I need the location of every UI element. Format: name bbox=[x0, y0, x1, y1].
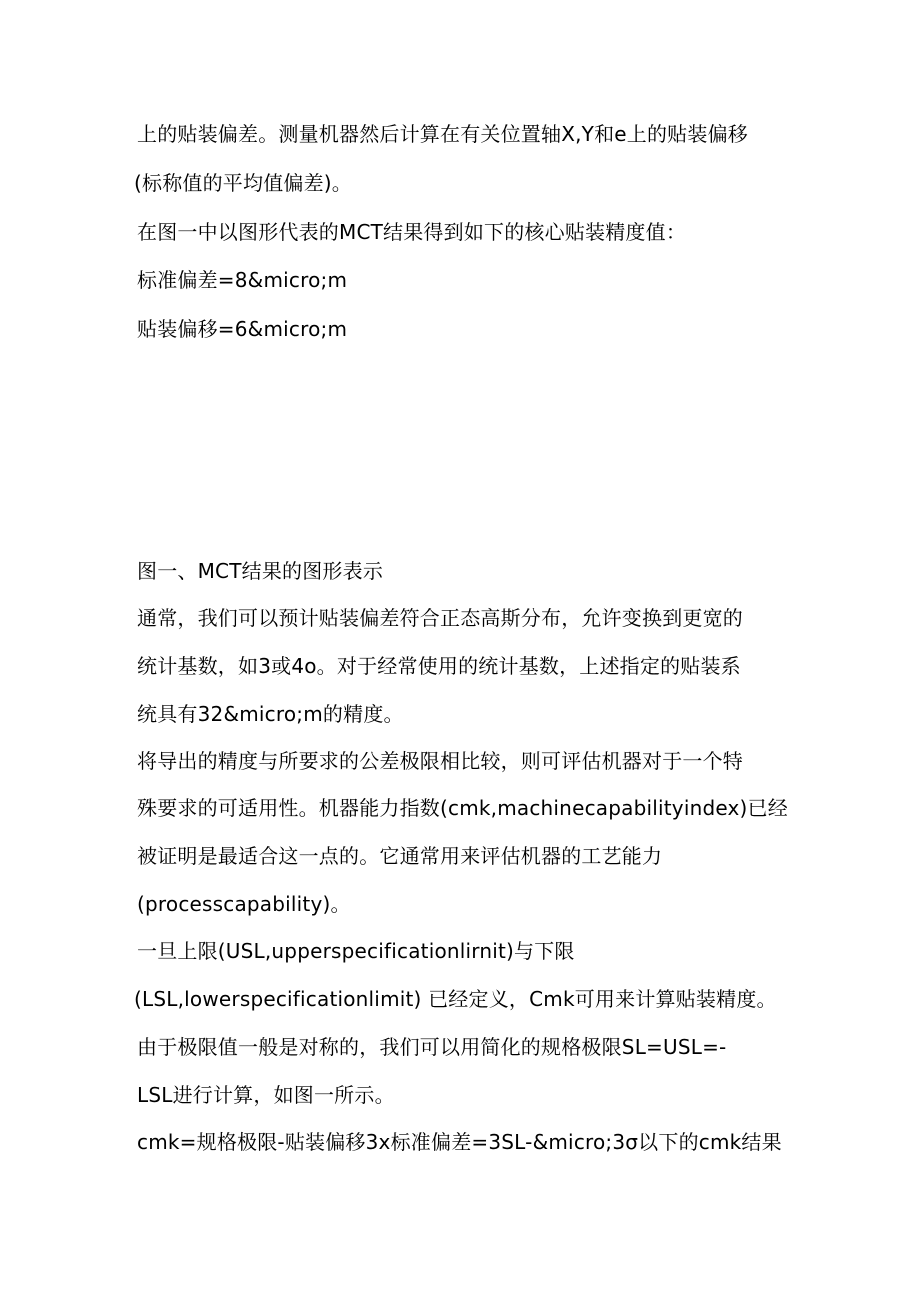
text-line: 在图一中以图形代表的MCT结果得到如下的核心贴装精度值： bbox=[137, 220, 687, 244]
text-line: 统具有32&micro;m的精度。 bbox=[137, 702, 404, 726]
text-line: 由于极限值一般是对称的，我们可以用简化的规格极限SL=USL=- bbox=[137, 1035, 727, 1059]
text-line: 贴装偏移=6&micro;m bbox=[137, 317, 348, 341]
text-line: LSL进行计算，如图一所示。 bbox=[137, 1083, 395, 1107]
text-line: (processcapability)。 bbox=[137, 892, 351, 916]
text-line: 殊要求的可适用性。机器能力指数(cmk,machinecapabilityindex)已经 bbox=[137, 796, 788, 820]
text-line: 统计基数，如3或4o。对于经常使用的统计基数，上述指定的贴装系 bbox=[137, 654, 741, 678]
text-line: 被证明是最适合这一点的。它通常用来评估机器的工艺能力 bbox=[137, 844, 663, 868]
text-line: 将导出的精度与所要求的公差极限相比较，则可评估机器对于一个特 bbox=[137, 749, 743, 773]
text-line: cmk=规格极限-贴装偏移3x标准偏差=3SL-&micro;3σ以下的cmk结果 bbox=[137, 1130, 782, 1154]
text-line: 通常，我们可以预计贴装偏差符合正态高斯分布，允许变换到更宽的 bbox=[137, 606, 743, 630]
figure-caption: 图一、MCT结果的图形表示 bbox=[137, 559, 384, 583]
text-line: 标准偏差=8&micro;m bbox=[137, 268, 348, 292]
text-line: 上的贴装偏差。测量机器然后计算在有关位置轴X,Y和e上的贴装偏移 bbox=[137, 122, 748, 146]
text-line: 一旦上限(USL,upperspecificationlirnit)与下限 bbox=[137, 939, 575, 963]
text-line: (标称值的平均值偏差)。 bbox=[134, 171, 353, 195]
text-line: (LSL,lowerspecificationlimit) 已经定义，Cmk可用来计算贴装精度。 bbox=[134, 987, 777, 1011]
